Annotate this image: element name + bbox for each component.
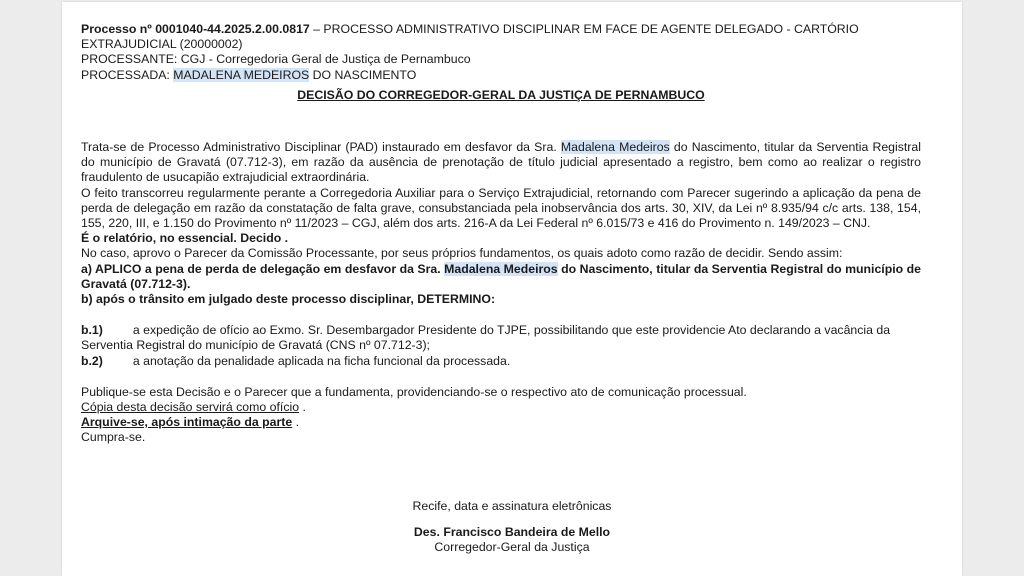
paragraph-1-text-a: Trata-se de Processo Administrativo Disciplinar (PAD) instaurado em desfavor da Sra. (81, 140, 561, 155)
processada-label: PROCESSADA: (81, 67, 174, 82)
item-b2 (81, 354, 921, 369)
item-b1 (81, 323, 921, 353)
item-b1-text: a expedição de ofício ao Exmo. Sr. Desembargador Presidente do TJPE, possibilitando que este providencie Ato declarando a vacância da Serventia Registral do município de Gravatá (CNS nº 07.712-3); (81, 323, 891, 353)
processante-line: PROCESSANTE: CGJ - Corregedoria Geral de Justiça de Pernambuco (81, 52, 471, 67)
aplico-text-a: a) APLICO a pena de perda de delegação em desfavor da Sra. (81, 261, 445, 276)
paragraph-determino: b) após o trânsito em julgado deste processo disciplinar, DETERMINO: (81, 292, 496, 307)
processo-description: – PROCESSO ADMINISTRATIVO DISCIPLINAR EM FACE DE AGENTE DELEGADO - CARTÓRIO EXTRAJUDICIAL (20000002) (81, 22, 859, 52)
arquive-end: . (292, 415, 300, 430)
item-b2-text: a anotação da penalidade aplicada na ficha funcional da processada. (132, 353, 511, 368)
processo-number: Processo nº 0001040-44.2025.2.00.0817 (81, 22, 310, 36)
paragraph-relatorio: É o relatório, no essencial. Decido . (81, 231, 289, 246)
signature-role: Corregedor-Geral da Justiça (434, 540, 590, 554)
paragraph-1 (81, 140, 921, 186)
copia-end: . (299, 400, 306, 415)
decision-title: DECISÃO DO CORREGEDOR-GERAL DA JUSTIÇA DE PERNAMBUCO (297, 87, 705, 102)
processada-name-highlight: MADALENA MEDEIROS (173, 67, 310, 82)
paragraph-aplico (81, 262, 921, 292)
paragraph-cumpra: Cumpra-se. (81, 430, 146, 445)
document-page (62, 2, 962, 576)
document-content (81, 22, 921, 446)
paragraph-arquive (81, 415, 921, 430)
paragraph-publique: Publique-se esta Decisão e o Parecer que a fundamenta, providenciando-se o respectivo ato de comunicação processual. (81, 384, 747, 399)
paragraph-1-text-b: do Nascimento, titular da Serventia Registral do município de Gravatá (07.712-3), em razão da ausência de prenotação de título judicial apresentado a registro, bem como ao realizar o registro fraudulento de usucapião extrajudicial extraordinária. (81, 140, 921, 185)
name-highlight-2: Madalena Medeiros (444, 261, 558, 276)
paragraph-2: O feito transcorreu regularmente perante a Corregedoria Auxiliar para o Serviço Extrajudicial, retornando com Parecer sugerindo a aplicação da pena de perda de delegação em razão da constatação de falta grave, consubstanciada pela inobservância dos arts. 30, XIV, da Lei nº 8.935/94 c/c arts. 138, 154, 155, 220, III, e 1.150 do Provimento nº 11/2023 – CGJ, além dos arts. 216-A da Lei Federal nº 6.015/73 e 416 do Provimento n. 149/2023 – CNJ. (81, 185, 921, 231)
paragraph-copia (81, 400, 921, 415)
processada-name-rest: DO NASCIMENTO (309, 67, 417, 82)
arquive-text: Arquive-se, após intimação da parte (81, 415, 293, 430)
processada-line (81, 68, 921, 83)
paragraph-parecer: No caso, aprovo o Parecer da Comissão Processante, por seus próprios fundamentos, os quais adoto como razão de decidir. Sendo assim: (81, 246, 843, 261)
name-highlight-1: Madalena Medeiros (560, 140, 670, 155)
copia-text: Cópia desta decisão servirá como ofício (81, 400, 300, 415)
aplico-text-b: do Nascimento, titular da Serventia Registral do município de Gravatá (07.712-3). (81, 261, 921, 291)
processo-line (81, 22, 921, 52)
item-b2-label: b.2) (81, 353, 103, 368)
item-b1-label: b.1) (81, 323, 103, 338)
signature-place: Recife, data e assinatura eletrônicas (412, 499, 612, 513)
signature-name: Des. Francisco Bandeira de Mello (413, 525, 611, 539)
